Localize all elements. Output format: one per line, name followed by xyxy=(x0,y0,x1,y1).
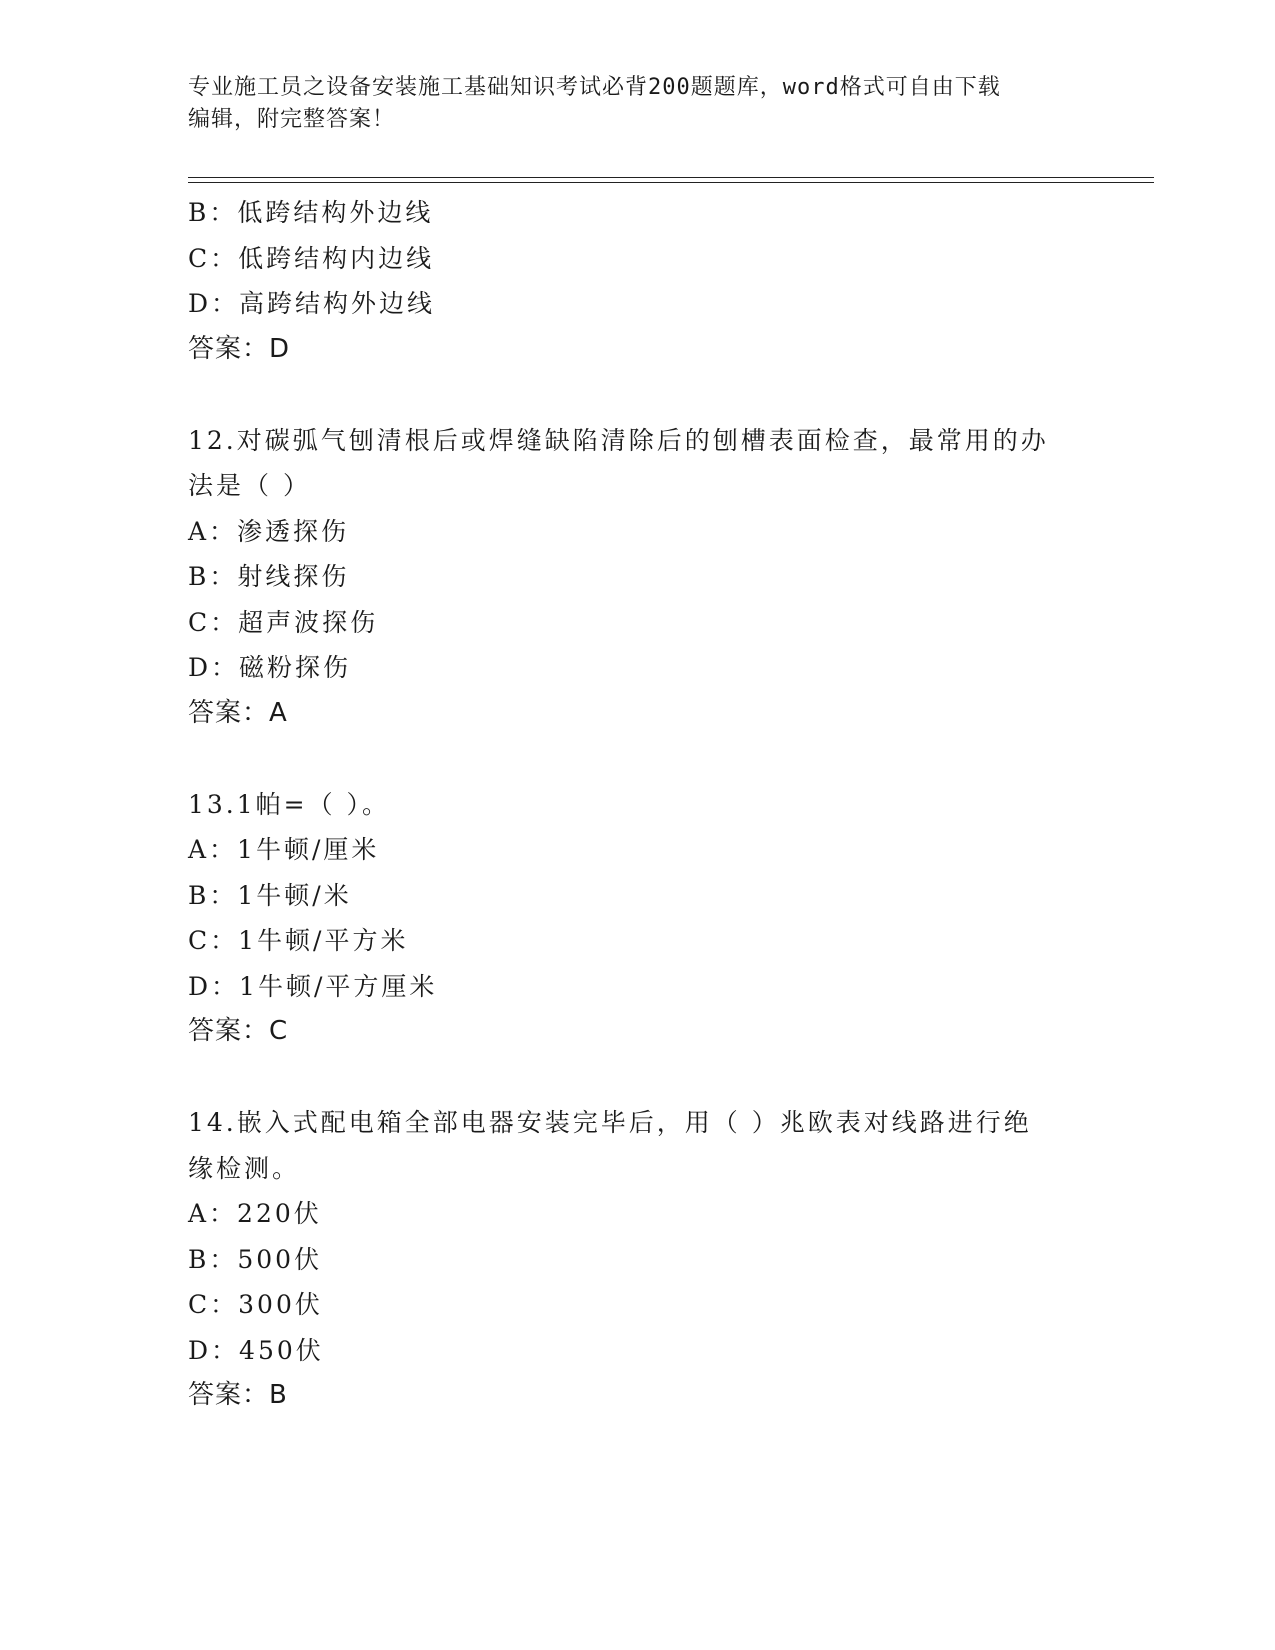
question-14 xyxy=(188,1100,1088,1419)
option-d: D：高跨结构外边线 xyxy=(188,289,436,318)
option-b: B：低跨结构外边线 xyxy=(188,198,434,227)
header-divider-top xyxy=(188,177,1154,178)
option-b: B：射线探伤 xyxy=(188,562,350,591)
document-header xyxy=(188,72,1088,136)
option-c: C：1牛顿/平方米 xyxy=(188,926,409,955)
question-12 xyxy=(188,418,1088,737)
option-a: A：渗透探伤 xyxy=(188,516,350,546)
question-list xyxy=(188,190,1088,1419)
question-stem-line-1: 13.1帕=（ ）。 xyxy=(188,789,391,819)
question-stem-line-1: 14.嵌入式配电箱全部电器安装完毕后，用（ ）兆欧表对线路进行绝 xyxy=(188,1108,1032,1137)
answer: 答案：D xyxy=(188,333,291,364)
option-d: D：磁粉探伤 xyxy=(188,653,352,682)
option-b: B：1牛顿/米 xyxy=(188,880,352,910)
question-stem-line-2: 缘检测。 xyxy=(188,1153,301,1183)
header-divider-bottom xyxy=(188,182,1154,183)
header-line-2: 编辑，附完整答案！ xyxy=(188,107,396,132)
spacer xyxy=(188,736,1088,782)
option-d: D：450伏 xyxy=(188,1335,324,1365)
answer: 答案：C xyxy=(188,1016,289,1046)
option-b: B：500伏 xyxy=(188,1244,323,1274)
option-d: D：1牛顿/平方厘米 xyxy=(188,971,438,1001)
option-c: C：300伏 xyxy=(188,1290,323,1319)
option-c: C：超声波探伤 xyxy=(188,607,379,637)
option-c: C：低跨结构内边线 xyxy=(188,243,435,273)
question-11 xyxy=(188,190,1088,372)
answer: 答案：A xyxy=(188,697,288,728)
option-a: A：1牛顿/厘米 xyxy=(188,835,380,864)
spacer xyxy=(188,1055,1088,1101)
option-a: A：220伏 xyxy=(188,1199,322,1228)
spacer xyxy=(188,372,1088,418)
header-line-1: 专业施工员之设备安装施工基础知识考试必背200题题库，word格式可自由下载 xyxy=(188,75,1001,100)
question-13 xyxy=(188,782,1088,1055)
answer: 答案：B xyxy=(188,1380,288,1410)
question-stem-line-1: 12.对碳弧气刨清根后或焊缝缺陷清除后的刨槽表面检查，最常用的办 xyxy=(188,425,1049,455)
question-stem-line-2: 法是（ ） xyxy=(188,471,311,500)
